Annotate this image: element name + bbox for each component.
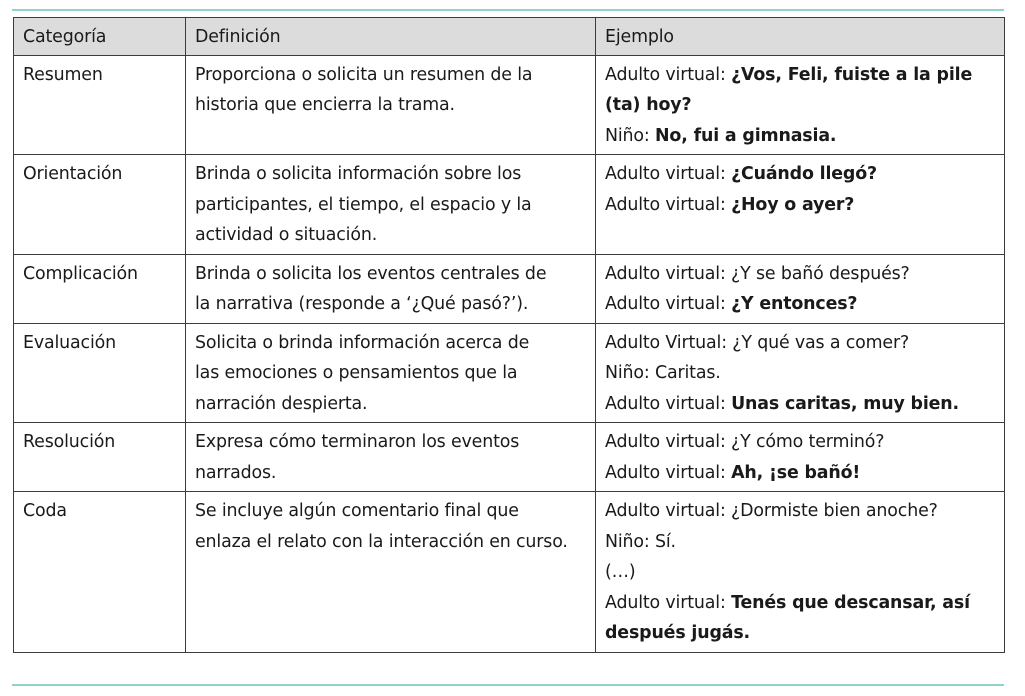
example-line <box>605 427 995 458</box>
definition-line: enlaza el relato con la interacción en curso. <box>195 531 568 552</box>
example-line <box>605 527 995 558</box>
definition-line: las emociones o pensamientos que la <box>195 363 518 383</box>
example-text: Adulto virtual: <box>605 393 732 414</box>
definition-line: Brinda o solicita los eventos centrales de <box>195 263 547 284</box>
example-text: Adulto virtual: <box>605 164 732 184</box>
definition-line: la narrativa (responde a ‘¿Qué pasó?’). <box>195 294 529 314</box>
category-cell: Resolución <box>14 423 186 492</box>
example-text: Adulto virtual: <box>605 194 732 215</box>
example-text: Adulto Virtual: ¿Y qué vas a comer? <box>605 332 910 353</box>
header-definition: Definición <box>186 18 596 56</box>
example-cell <box>596 254 1005 323</box>
example-speech-bold: ¿Cuándo llegó? <box>731 164 877 184</box>
example-text: Niño: Caritas. <box>605 363 721 383</box>
example-text: Adulto virtual: ¿Y se bañó después? <box>605 263 910 284</box>
table-body <box>14 55 1005 652</box>
definition-cell <box>186 254 596 323</box>
example-line <box>605 328 995 359</box>
example-text: Adulto virtual: ¿Y cómo terminó? <box>605 432 885 452</box>
table-row <box>14 423 1005 492</box>
definition-line: narración despierta. <box>195 393 368 414</box>
example-text: (…) <box>605 562 636 582</box>
definition-line: participantes, el tiempo, el espacio y la <box>195 194 532 215</box>
definition-cell <box>186 492 596 653</box>
header-category: Categoría <box>14 18 186 56</box>
example-speech-bold: ¿Hoy o ayer? <box>731 194 855 215</box>
example-text: Adulto virtual: <box>605 592 732 613</box>
example-cell <box>596 55 1005 155</box>
table-row <box>14 492 1005 653</box>
definition-line: historia que encierra la trama. <box>195 95 455 115</box>
example-line <box>605 496 995 527</box>
category-cell: Orientación <box>14 155 186 255</box>
example-speech-bold: Unas caritas, muy bien. <box>731 393 959 414</box>
definition-line: Brinda o solicita información sobre los <box>195 164 522 184</box>
example-text: Adulto virtual: <box>605 462 732 483</box>
category-cell: Resumen <box>14 55 186 155</box>
example-cell <box>596 423 1005 492</box>
example-speech-bold: (ta) hoy? <box>605 95 692 115</box>
definition-line: Proporciona o solicita un resumen de la <box>195 64 533 85</box>
example-cell <box>596 492 1005 653</box>
definition-line: Solicita o brinda información acerca de <box>195 332 530 353</box>
example-speech-bold: Tenés que descansar, así <box>731 592 970 613</box>
definition-line: actividad o situación. <box>195 225 378 245</box>
example-speech-bold: No, fui a gimnasia. <box>655 125 837 146</box>
definition-cell <box>186 423 596 492</box>
example-line <box>605 557 995 588</box>
definition-line: Se incluye algún comentario final que <box>195 501 519 521</box>
example-cell <box>596 323 1005 423</box>
bottom-rule <box>12 684 1004 686</box>
example-line <box>605 190 995 221</box>
narrative-categories-table <box>13 17 1005 653</box>
definition-cell <box>186 55 596 155</box>
table-row <box>14 254 1005 323</box>
example-text: Adulto virtual: ¿Dormiste bien anoche? <box>605 501 938 521</box>
example-speech-bold: ¿Y entonces? <box>731 294 858 314</box>
example-speech-bold: Ah, ¡se bañó! <box>731 462 861 483</box>
table-row <box>14 155 1005 255</box>
definition-line: Expresa cómo terminaron los eventos <box>195 432 520 452</box>
example-line <box>605 458 995 489</box>
top-rule <box>12 9 1004 11</box>
example-line <box>605 289 995 320</box>
example-speech-bold: ¿Vos, Feli, fuiste a la pile <box>731 64 973 85</box>
example-line <box>605 358 995 389</box>
example-cell <box>596 155 1005 255</box>
example-line <box>605 121 995 152</box>
example-line <box>605 588 995 619</box>
example-line <box>605 159 995 190</box>
example-text: Adulto virtual: <box>605 64 732 85</box>
example-line <box>605 259 995 290</box>
table-row <box>14 323 1005 423</box>
definition-cell <box>186 323 596 423</box>
example-speech-bold: después jugás. <box>605 623 751 643</box>
category-cell: Evaluación <box>14 323 186 423</box>
example-line <box>605 60 995 91</box>
table-header-row <box>14 18 1005 56</box>
example-text: Niño: Sí. <box>605 531 676 552</box>
definition-cell <box>186 155 596 255</box>
table-row <box>14 55 1005 155</box>
example-text: Niño: <box>605 125 655 146</box>
example-line <box>605 389 995 420</box>
example-text: Adulto virtual: <box>605 294 732 314</box>
example-line <box>605 90 995 121</box>
definition-line: narrados. <box>195 462 277 483</box>
example-line <box>605 618 995 649</box>
category-cell: Coda <box>14 492 186 653</box>
header-example: Ejemplo <box>596 18 1005 56</box>
category-cell: Complicación <box>14 254 186 323</box>
